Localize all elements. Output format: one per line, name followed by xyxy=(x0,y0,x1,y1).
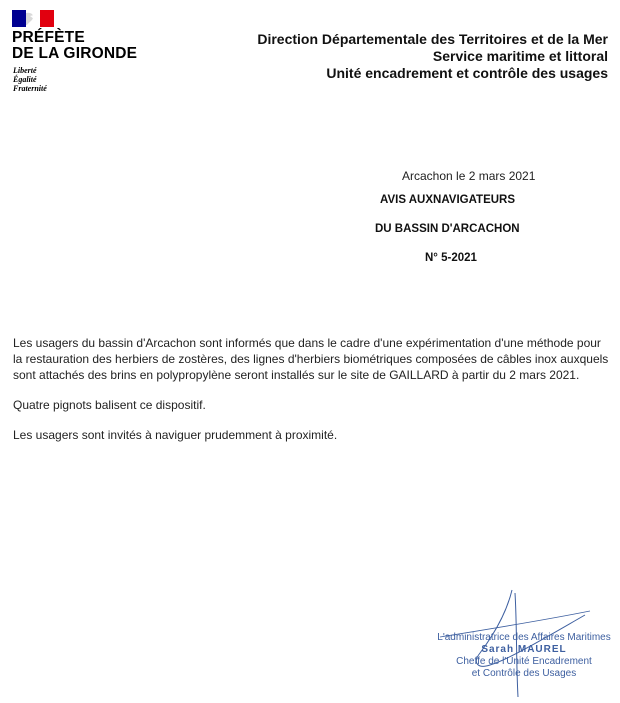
notice-date: Arcachon le 2 mars 2021 xyxy=(402,169,536,183)
stamp-title: L'administratrice des Affaires Maritimes xyxy=(437,632,611,643)
motto-egalite: Égalité xyxy=(13,75,37,84)
prefecture-line-1: PRÉFÈTE xyxy=(12,29,85,46)
service-name: Service maritime et littoral xyxy=(432,48,608,64)
notice-title-line-1: AVIS AUXNAVIGATEURS xyxy=(380,194,516,206)
service-header xyxy=(178,31,608,82)
republic-motto xyxy=(13,66,47,93)
motto-liberte: Liberté xyxy=(13,66,37,75)
notice-title-line-2: DU BASSIN D'ARCACHON xyxy=(375,223,520,235)
prefecture-name xyxy=(12,30,137,62)
stamp-role: Cheffe de l'Unité Encadrement xyxy=(456,656,592,667)
notice-body xyxy=(13,335,613,443)
stamp-unit: et Contrôle des Usages xyxy=(471,668,577,679)
service-direction: Direction Départementale des Territoires et de la Mer xyxy=(257,31,608,47)
stamp-name: Sarah MAUREL xyxy=(481,644,567,655)
prefecture-line-2: DE LA GIRONDE xyxy=(12,45,138,62)
motto-fraternite: Fraternité xyxy=(13,84,47,93)
body-paragraph-1: Les usagers du bassin d'Arcachon sont informés que dans le cadre d'une expérimentation d'une méthode pour la restauration des herbiers de zostères, des lignes d'herbiers biométriques composées de câbles inox auxquels sont attachés des brins en polypropylène seront installés sur le site de GAILLARD à partir du 2 mars 2021. xyxy=(13,336,609,382)
service-unit: Unité encadrement et contrôle des usages xyxy=(326,65,608,81)
body-paragraph-2: Quatre pignots balisent ce dispositif. xyxy=(13,398,206,412)
signature-stamp xyxy=(424,632,620,680)
notice-number: N° 5-2021 xyxy=(425,252,477,264)
marianne-flag-logo xyxy=(12,10,54,27)
body-paragraph-3: Les usagers sont invités à naviguer prudemment à proximité. xyxy=(13,428,338,442)
